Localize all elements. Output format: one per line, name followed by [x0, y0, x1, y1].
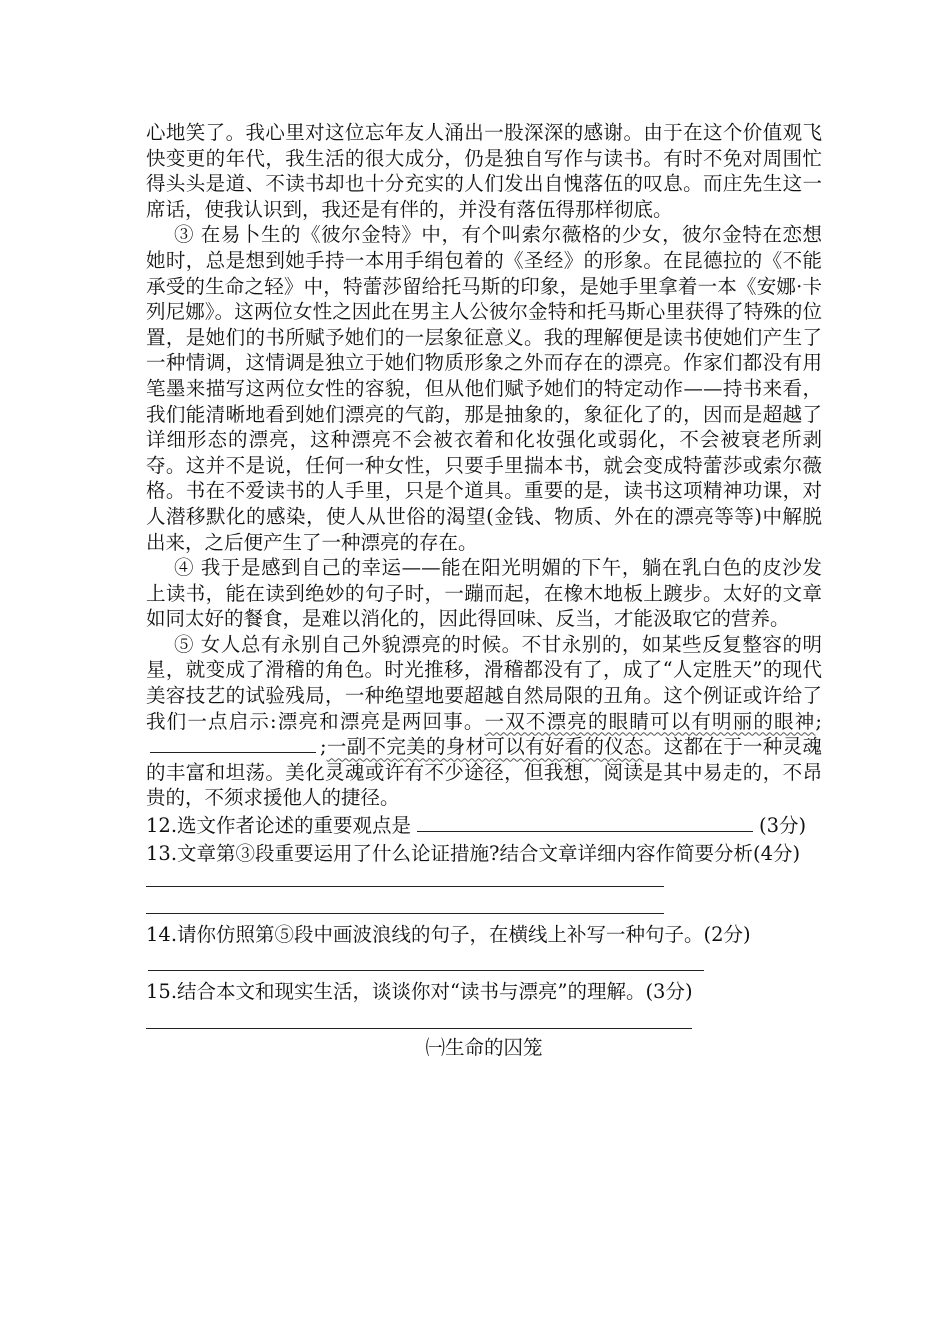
question-12: [146, 813, 822, 839]
separator-2: ;: [320, 735, 327, 759]
paragraph-4: ④ 我于是感到自己的幸运——能在阳光明媚的下午，躺在乳白色的皮沙发上读书，能在读到绝妙的句子时，一蹦而起，在橡木地板上踱步。太好的文章如同太好的餐食，是难以消化的，因此得回味、反当，才能汲取它的营养。: [146, 556, 822, 631]
paragraph-5-start: ⑤ 女人总有永别自己外貌漂亮的时候。不甘永别的，如某些反复整容的明星，就变成了滑稽的角色。时光推移，滑稽都没有了，成了“人定胜天”的现代美容技艺的试验残局，一种绝望地要超越自然局限的丑角。这个例证或许给了我们一点启示:漂亮和漂亮是两回事。: [146, 632, 822, 733]
question-12-score: (3分): [759, 814, 807, 838]
wavy-underlined-sentence-1: 一双不漂亮的眼睛可以有明丽的眼神: [484, 709, 816, 733]
answer-line-q13-1[interactable]: [146, 886, 664, 887]
section-title: ㈠生命的囚笼: [425, 1036, 543, 1060]
question-13: 13.文章第③段重要运用了什么论证措施?结合文章详细内容作简要分析(4分): [146, 841, 801, 865]
paragraph-5-end: 。这都在于一种灵魂的丰富和坦荡。美化灵魂或许有不少途径，但我想，阅读是其中易走的，不昂贵的，不须求援他人的捷径。: [146, 735, 822, 810]
separator-1: ;: [815, 709, 822, 733]
paragraph-intro: 心地笑了。我心里对这位忘年友人涌出一股深深的感谢。由于在这个价值观飞快变更的年代，我生活的很大成分，仍是独自写作与读书。有时不免对周围忙得头头是道、不读书却也十分充实的人们发出自愧落伍的叹息。而庄先生这一席话，使我认识到，我还是有伴的，并没有落伍得那样彻底。: [146, 121, 822, 221]
question-14: 14.请你仿照第⑤段中画波浪线的句子，在横线上补写一种句子。(2分): [146, 923, 751, 947]
answer-line-q15[interactable]: [146, 1028, 692, 1029]
fill-in-blank-q14[interactable]: [150, 734, 316, 753]
answer-line-q13-2[interactable]: [146, 913, 664, 914]
paragraph-5: [146, 632, 822, 811]
paragraph-3: ③ 在易卜生的《彼尔金特》中，有个叫索尔薇格的少女，彼尔金特在恋想她时，总是想到她手持一本用手绢包着的《圣经》的形象。在昆德拉的《不能承受的生命之轻》中，特蕾莎留给托马斯的印象，是她手里拿着一本《安娜·卡列尼娜》。这两位女性之因此在男主人公彼尔金特和托马斯心里获得了特殊的位置，是她们的书所赋予她们的一层象征意义。我的理解便是读书使她们产生了一种情调，这情调是独立于她们物质形象之外而存在的漂亮。作家们都没有用笔墨来描写这两位女性的容貌，但从他们赋予她们的特定动作——持书来看，我们能清晰地看到她们漂亮的气韵，那是抽象的，象征化了的，因而是超越了详细形态的漂亮，这种漂亮不会被衣着和化妆强化或弱化，不会被衰老所剥夺。这并不是说，任何一种女性，只要手里揣本书，就会变成特蕾莎或索尔薇格。书在不爱读书的人手里，只是个道具。重要的是，读书这项精神功课，对人潜移默化的感染，使人从世俗的渴望(金钱、物质、外在的漂亮等等)中解脱出来，之后便产生了一种漂亮的存在。: [146, 223, 822, 554]
wavy-underlined-sentence-2: 一副不完美的身材可以有好看的仪态: [326, 735, 644, 759]
answer-blank-q12[interactable]: [417, 813, 753, 832]
question-12-text: 12.选文作者论述的重要观点是: [146, 814, 412, 838]
document-content: [146, 120, 822, 1061]
question-15: 15.结合本文和现实生活，谈谈你对“读书与漂亮”的理解。(3分): [146, 979, 693, 1003]
answer-line-q14[interactable]: [148, 970, 704, 971]
